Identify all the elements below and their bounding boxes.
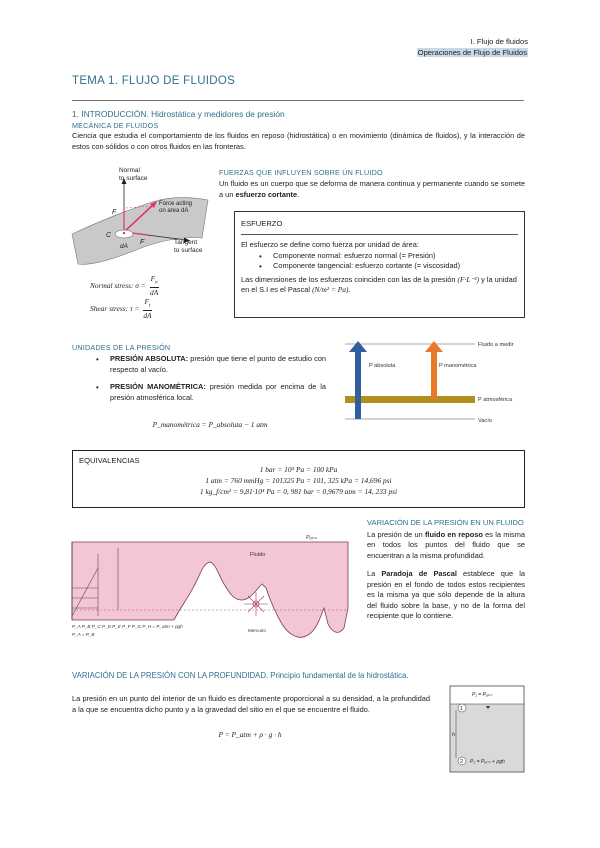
- esfuerzo-box: [234, 211, 525, 318]
- normal-stress-formula: Normal stress: σ = $\frac{F_n}{dA}$: [90, 274, 159, 297]
- depth-paragraph: La presión en un punto del interior de un fluido es directamente proporcional a su densidad, a la profundidad a la que se encuentra dicho punto y a la gravedad del sitio en el que se encuentre el fluido.: [72, 694, 430, 714]
- tangent-label: Tangent: [174, 239, 198, 246]
- abs-label: P absoluta: [369, 363, 396, 369]
- mercury-label: Mercurio: [248, 628, 266, 633]
- variation-section: [367, 518, 525, 622]
- point-1: 1: [460, 706, 464, 712]
- point-2: 2: [460, 759, 464, 765]
- list-item: • Componente normal: esfuerzo normal (= Presión): [249, 251, 521, 262]
- page-title: TEMA 1. FLUJO DE FLUIDOS: [72, 75, 236, 87]
- shear-stress-formula: Shear stress: τ = $\frac{F_t}{dA}$: [90, 297, 152, 320]
- esfuerzo-rule: [241, 234, 518, 235]
- normal-label-2: to surface: [119, 175, 148, 182]
- absolute-arrow-head: [349, 341, 367, 352]
- pressure-units-list: [86, 354, 326, 403]
- esfuerzo-definition: El esfuerzo se define como fuerza por unidad de área:: [241, 240, 419, 249]
- section-heading-intro: 1. INTRODUCCIÓN. Hidrostática y medidores de presión: [72, 109, 285, 119]
- fluid-label: Fluido a medir: [478, 342, 514, 348]
- force-label-2: on area dA: [159, 208, 189, 214]
- intro-paragraph: Ciencia que estudia el comportamiento de los fluidos en reposo (hidrostática) o en movimiento (dinámica de fluidos), y la interacción de estos con sólidos o con otros fluidos en las fronteras.: [72, 131, 525, 151]
- header-course: Operaciones de Flujo de Fluidos: [417, 47, 527, 57]
- esfuerzo-body: [241, 240, 521, 296]
- title-rule: [72, 100, 524, 101]
- forces-heading: FUERZAS QUE INFLUYEN SOBRE UN FLUIDO: [219, 168, 383, 177]
- list-item: • Componente tangencial: esfuerzo cortante (= viscosidad): [249, 261, 521, 272]
- depth-heading: VARIACIÓN DE LA PRESIÓN CON LA PROFUNDIDAD. Principio fundamental de la hidrostática.: [72, 671, 409, 680]
- gauge-arrow: [431, 350, 437, 399]
- list-item: • PRESIÓN ABSOLUTA: presión que tiene el punto de estudio con respecto al vacío.: [86, 354, 326, 375]
- c-label: C: [106, 232, 112, 239]
- forces-paragraph: Un fluido es un cuerpo que se deforma de manera continua y permanente cuando se somete a un esfuerzo cortante.: [219, 179, 525, 199]
- atmospheric-band: [345, 396, 475, 403]
- tank-figure: [448, 684, 528, 776]
- esfuerzo-title: ESFUERZO: [241, 219, 283, 228]
- tangent-label-2: to surface: [174, 247, 203, 254]
- equivalences-title: EQUIVALENCIAS: [79, 456, 140, 465]
- variation-heading: VARIACIÓN DE LA PRESIÓN EN UN FLUIDO: [367, 518, 524, 527]
- gauge-label: P manométrica: [439, 363, 477, 369]
- gauge-formula: P_manométrica = P_absoluta − 1 atm: [152, 420, 268, 429]
- force-label: Force acting: [159, 201, 193, 207]
- variation-paragraph-1: La presión de un fluido en reposo es la misma en todos los puntos del fluido que se encuentran a la misma profundidad.: [367, 529, 526, 560]
- da-label: dA: [120, 243, 128, 250]
- equivalence-line: 1 kg_f/cm² = 9,81·10⁴ Pa = 0, 981 bar = 0,9679 atm = 14, 233 psi: [199, 487, 398, 496]
- fluid-label: Fluido: [250, 552, 266, 558]
- header-chapter: I. Flujo de fluidos: [470, 37, 528, 46]
- running-header: [417, 37, 528, 59]
- pressure-diagram: [345, 338, 525, 428]
- absolute-arrow: [355, 350, 361, 419]
- equivalences-box: [72, 450, 525, 508]
- equivalence-line: 1 atm = 760 mmHg = 101325 Pa = 101, 325 kPa = 14,696 psi: [205, 476, 392, 485]
- h-label: h: [452, 732, 456, 738]
- normal-label: Normal: [119, 167, 140, 174]
- pressure-units-heading: UNIDADES DE LA PRESIÓN: [72, 343, 171, 352]
- variation-paragraph-2: La Paradoja de Pascal establece que la presión en el fondo de todos estos recipientes es la misma ya que sólo depende de la altura del fluido sobre la base, y no de la forma del recipiente que lo contiene.: [367, 569, 525, 621]
- ft-label: F: [140, 239, 145, 246]
- vessel-shape: [72, 542, 348, 637]
- patm-label: Pₐₜₘ: [306, 535, 317, 541]
- subheading-fluid-mechanics: MECÁNICA DE FLUIDOS: [72, 121, 159, 130]
- p1-label: P₁ = Pₐₜₘ: [472, 692, 493, 698]
- vacuum-label: Vacío: [478, 418, 492, 424]
- bottom-equation: P_A P_B P_C P_D P_E P_F P_G P_H = P_atm + ρgh: [72, 624, 183, 629]
- bottom-equation-2: P_A = P_B: [72, 632, 95, 637]
- atm-label: P atmosférica: [478, 397, 513, 403]
- list-item: • PRESIÓN MANOMÉTRICA: presión medida por encima de la presión atmosférica local.: [86, 382, 326, 403]
- fn-label: F: [112, 209, 117, 216]
- equivalence-line: 1 bar = 10⁵ Pa = 100 kPa: [259, 465, 338, 474]
- gauge-arrow-head: [425, 341, 443, 352]
- esfuerzo-dimensions: Las dimensiones de los esfuerzos coinciden con las de la presión (F·L⁻²) y la unidad en el S.I es el Pascal (N/m² = Pa).: [241, 274, 517, 295]
- pascal-vessel-figure: [70, 528, 360, 646]
- p2-label: P₂ = Pₐₜₘ + ρgh: [470, 759, 505, 765]
- depth-formula: P = P_atm + ρ · g · h: [218, 730, 282, 739]
